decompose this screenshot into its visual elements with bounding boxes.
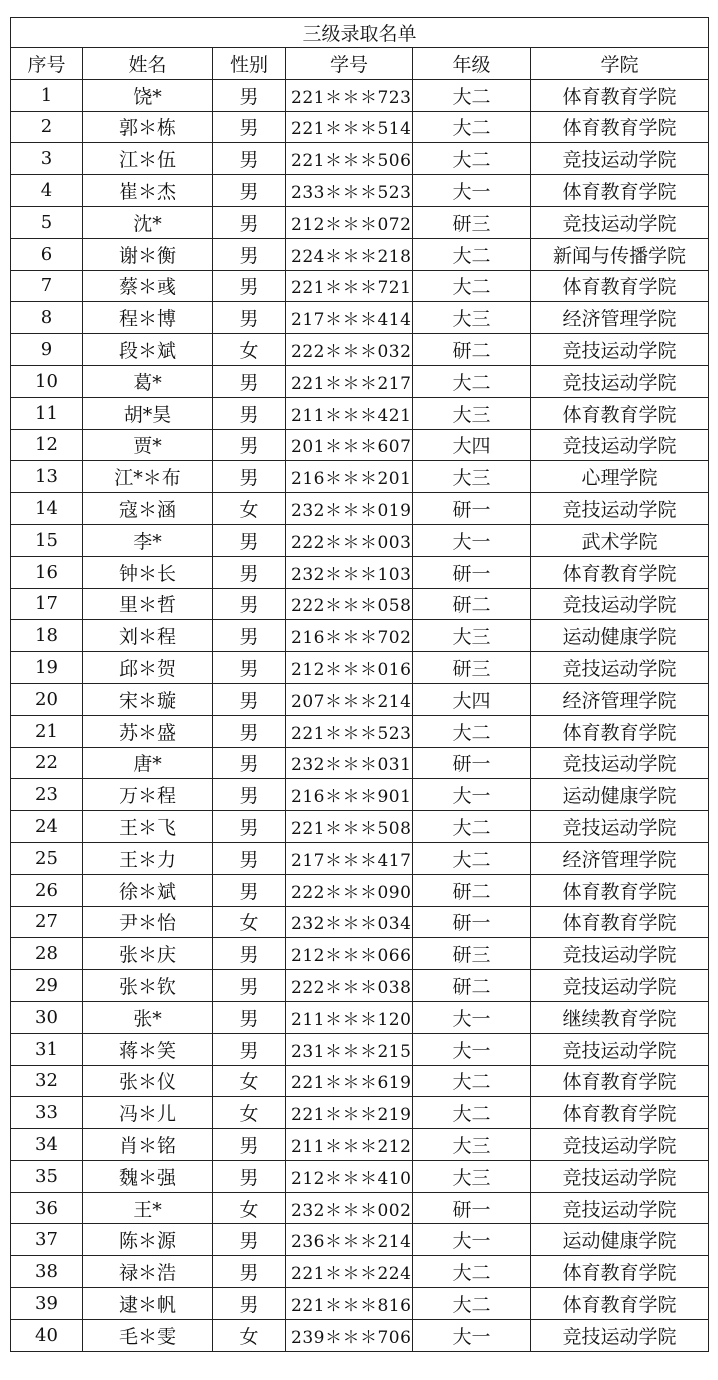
gender: 男: [213, 874, 286, 906]
table-row: [11, 906, 709, 938]
grade: 大二: [413, 1256, 531, 1288]
table-row: [11, 1256, 709, 1288]
student-name: 苏＊盛: [83, 715, 213, 747]
college: 竞技运动学院: [531, 334, 709, 366]
grade: 研一: [413, 747, 531, 779]
student-id: 232＊＊＊019: [286, 493, 413, 525]
table-row: [11, 715, 709, 747]
student-name: 徐＊斌: [83, 874, 213, 906]
table-row: [11, 970, 709, 1002]
student-name: 张＊仪: [83, 1065, 213, 1097]
grade: 研二: [413, 588, 531, 620]
row-index: 33: [11, 1097, 83, 1129]
student-id: 222＊＊＊090: [286, 874, 413, 906]
row-index: 6: [11, 238, 83, 270]
college: 竞技运动学院: [531, 1319, 709, 1351]
college: 体育教育学院: [531, 270, 709, 302]
student-name: 胡*昊: [83, 397, 213, 429]
student-id: 222＊＊＊058: [286, 588, 413, 620]
table-row: [11, 811, 709, 843]
table-row: [11, 1001, 709, 1033]
college: 体育教育学院: [531, 874, 709, 906]
table-row: [11, 270, 709, 302]
row-index: 29: [11, 970, 83, 1002]
table-row: [11, 175, 709, 207]
gender: 男: [213, 206, 286, 238]
row-index: 7: [11, 270, 83, 302]
table-row: [11, 874, 709, 906]
college: 竞技运动学院: [531, 1129, 709, 1161]
college: 经济管理学院: [531, 842, 709, 874]
grade: 大三: [413, 1129, 531, 1161]
student-name: 毛＊雯: [83, 1319, 213, 1351]
row-index: 4: [11, 175, 83, 207]
table-row: [11, 206, 709, 238]
gender: 男: [213, 715, 286, 747]
college: 竞技运动学院: [531, 811, 709, 843]
table-row: [11, 1033, 709, 1065]
grade: 研二: [413, 334, 531, 366]
row-index: 1: [11, 79, 83, 111]
table-row: [11, 683, 709, 715]
gender: 男: [213, 1001, 286, 1033]
gender: 男: [213, 556, 286, 588]
row-index: 26: [11, 874, 83, 906]
student-name: 江＊伍: [83, 143, 213, 175]
table-row: [11, 111, 709, 143]
college: 体育教育学院: [531, 397, 709, 429]
college: 体育教育学院: [531, 1065, 709, 1097]
college: 竞技运动学院: [531, 938, 709, 970]
grade: 大二: [413, 79, 531, 111]
row-index: 23: [11, 779, 83, 811]
row-index: 19: [11, 652, 83, 684]
student-id: 222＊＊＊003: [286, 524, 413, 556]
gender: 女: [213, 1065, 286, 1097]
student-id: 221＊＊＊508: [286, 811, 413, 843]
student-id: 232＊＊＊031: [286, 747, 413, 779]
gender: 男: [213, 1256, 286, 1288]
header-name: 姓名: [83, 48, 213, 80]
college: 体育教育学院: [531, 1288, 709, 1320]
grade: 研三: [413, 938, 531, 970]
table-row: [11, 461, 709, 493]
gender: 男: [213, 747, 286, 779]
row-index: 18: [11, 620, 83, 652]
college: 竞技运动学院: [531, 1160, 709, 1192]
student-name: 寇＊涵: [83, 493, 213, 525]
student-name: 饶*: [83, 79, 213, 111]
student-id: 221＊＊＊619: [286, 1065, 413, 1097]
row-index: 28: [11, 938, 83, 970]
table-row: [11, 1224, 709, 1256]
student-id: 211＊＊＊212: [286, 1129, 413, 1161]
table-row: [11, 79, 709, 111]
table-row: [11, 938, 709, 970]
row-index: 15: [11, 524, 83, 556]
student-id: 233＊＊＊523: [286, 175, 413, 207]
row-index: 38: [11, 1256, 83, 1288]
row-index: 12: [11, 429, 83, 461]
student-name: 沈*: [83, 206, 213, 238]
college: 体育教育学院: [531, 715, 709, 747]
student-id: 232＊＊＊034: [286, 906, 413, 938]
grade: 大二: [413, 1097, 531, 1129]
college: 竞技运动学院: [531, 652, 709, 684]
student-id: 211＊＊＊421: [286, 397, 413, 429]
student-id: 232＊＊＊103: [286, 556, 413, 588]
student-name: 里＊哲: [83, 588, 213, 620]
gender: 男: [213, 175, 286, 207]
student-id: 221＊＊＊224: [286, 1256, 413, 1288]
college: 体育教育学院: [531, 1256, 709, 1288]
table-row: [11, 493, 709, 525]
college: 经济管理学院: [531, 302, 709, 334]
header-row: [11, 48, 709, 80]
college: 竞技运动学院: [531, 206, 709, 238]
row-index: 35: [11, 1160, 83, 1192]
table-row: [11, 620, 709, 652]
student-id: 212＊＊＊066: [286, 938, 413, 970]
table-row: [11, 588, 709, 620]
row-index: 36: [11, 1192, 83, 1224]
grade: 大三: [413, 461, 531, 493]
student-name: 逮＊帆: [83, 1288, 213, 1320]
gender: 男: [213, 620, 286, 652]
row-index: 20: [11, 683, 83, 715]
grade: 大一: [413, 524, 531, 556]
grade: 大三: [413, 620, 531, 652]
table-row: [11, 779, 709, 811]
row-index: 37: [11, 1224, 83, 1256]
college: 竞技运动学院: [531, 365, 709, 397]
row-index: 39: [11, 1288, 83, 1320]
college: 体育教育学院: [531, 556, 709, 588]
grade: 大二: [413, 143, 531, 175]
college: 竞技运动学院: [531, 143, 709, 175]
grade: 研一: [413, 556, 531, 588]
gender: 男: [213, 461, 286, 493]
gender: 男: [213, 111, 286, 143]
gender: 男: [213, 1160, 286, 1192]
grade: 大一: [413, 1033, 531, 1065]
college: 竞技运动学院: [531, 970, 709, 1002]
row-index: 5: [11, 206, 83, 238]
college: 竞技运动学院: [531, 429, 709, 461]
gender: 女: [213, 1319, 286, 1351]
student-name: 王＊力: [83, 842, 213, 874]
student-name: 李*: [83, 524, 213, 556]
grade: 研三: [413, 652, 531, 684]
student-name: 唐*: [83, 747, 213, 779]
student-name: 程＊博: [83, 302, 213, 334]
gender: 男: [213, 652, 286, 684]
student-id: 216＊＊＊702: [286, 620, 413, 652]
row-index: 11: [11, 397, 83, 429]
student-id: 221＊＊＊721: [286, 270, 413, 302]
grade: 大一: [413, 779, 531, 811]
table-row: [11, 302, 709, 334]
row-index: 16: [11, 556, 83, 588]
college: 新闻与传播学院: [531, 238, 709, 270]
student-id: 236＊＊＊214: [286, 1224, 413, 1256]
student-id: 217＊＊＊417: [286, 842, 413, 874]
grade: 大二: [413, 270, 531, 302]
grade: 大二: [413, 842, 531, 874]
grade: 大二: [413, 811, 531, 843]
gender: 男: [213, 397, 286, 429]
student-name: 王＊飞: [83, 811, 213, 843]
row-index: 31: [11, 1033, 83, 1065]
gender: 女: [213, 1097, 286, 1129]
table-row: [11, 429, 709, 461]
row-index: 8: [11, 302, 83, 334]
college: 心理学院: [531, 461, 709, 493]
row-index: 24: [11, 811, 83, 843]
student-name: 段＊斌: [83, 334, 213, 366]
student-name: 张＊钦: [83, 970, 213, 1002]
gender: 男: [213, 302, 286, 334]
student-name: 魏＊强: [83, 1160, 213, 1192]
student-name: 钟＊长: [83, 556, 213, 588]
grade: 研三: [413, 206, 531, 238]
table-row: [11, 842, 709, 874]
row-index: 10: [11, 365, 83, 397]
grade: 大四: [413, 429, 531, 461]
student-name: 陈＊源: [83, 1224, 213, 1256]
student-id: 222＊＊＊038: [286, 970, 413, 1002]
header-student-id: 学号: [286, 48, 413, 80]
grade: 大四: [413, 683, 531, 715]
table-row: [11, 524, 709, 556]
row-index: 34: [11, 1129, 83, 1161]
row-index: 17: [11, 588, 83, 620]
gender: 男: [213, 683, 286, 715]
student-name: 肖＊铭: [83, 1129, 213, 1161]
college: 武术学院: [531, 524, 709, 556]
gender: 男: [213, 1129, 286, 1161]
header-gender: 性别: [213, 48, 286, 80]
student-id: 212＊＊＊410: [286, 1160, 413, 1192]
college: 竞技运动学院: [531, 1192, 709, 1224]
row-index: 2: [11, 111, 83, 143]
college: 体育教育学院: [531, 906, 709, 938]
gender: 男: [213, 270, 286, 302]
grade: 大一: [413, 175, 531, 207]
table-row: [11, 143, 709, 175]
row-index: 14: [11, 493, 83, 525]
college: 体育教育学院: [531, 111, 709, 143]
grade: 研一: [413, 1192, 531, 1224]
gender: 女: [213, 1192, 286, 1224]
college: 继续教育学院: [531, 1001, 709, 1033]
student-name: 谢＊衡: [83, 238, 213, 270]
row-index: 32: [11, 1065, 83, 1097]
student-id: 216＊＊＊901: [286, 779, 413, 811]
gender: 男: [213, 143, 286, 175]
student-name: 葛*: [83, 365, 213, 397]
grade: 研一: [413, 493, 531, 525]
student-id: 212＊＊＊072: [286, 206, 413, 238]
table-row: [11, 1319, 709, 1351]
gender: 男: [213, 524, 286, 556]
gender: 男: [213, 365, 286, 397]
college: 运动健康学院: [531, 620, 709, 652]
student-name: 贾*: [83, 429, 213, 461]
row-index: 27: [11, 906, 83, 938]
student-name: 蔡＊彧: [83, 270, 213, 302]
grade: 大二: [413, 238, 531, 270]
student-id: 222＊＊＊032: [286, 334, 413, 366]
table-row: [11, 652, 709, 684]
student-id: 232＊＊＊002: [286, 1192, 413, 1224]
grade: 研二: [413, 970, 531, 1002]
student-id: 221＊＊＊723: [286, 79, 413, 111]
college: 竞技运动学院: [531, 588, 709, 620]
student-name: 张＊庆: [83, 938, 213, 970]
gender: 男: [213, 842, 286, 874]
grade: 大二: [413, 365, 531, 397]
table-row: [11, 1288, 709, 1320]
student-name: 王*: [83, 1192, 213, 1224]
row-index: 21: [11, 715, 83, 747]
college: 竞技运动学院: [531, 747, 709, 779]
student-name: 江*＊布: [83, 461, 213, 493]
grade: 大二: [413, 715, 531, 747]
student-id: 221＊＊＊506: [286, 143, 413, 175]
student-name: 郭＊栋: [83, 111, 213, 143]
student-id: 221＊＊＊514: [286, 111, 413, 143]
row-index: 3: [11, 143, 83, 175]
student-id: 221＊＊＊217: [286, 365, 413, 397]
student-name: 张*: [83, 1001, 213, 1033]
student-id: 212＊＊＊016: [286, 652, 413, 684]
college: 经济管理学院: [531, 683, 709, 715]
admission-list-table: [10, 17, 709, 1352]
grade: 大二: [413, 1288, 531, 1320]
table-row: [11, 397, 709, 429]
student-id: 207＊＊＊214: [286, 683, 413, 715]
college: 运动健康学院: [531, 779, 709, 811]
college: 体育教育学院: [531, 79, 709, 111]
student-name: 邱＊贺: [83, 652, 213, 684]
row-index: 22: [11, 747, 83, 779]
header-grade: 年级: [413, 48, 531, 80]
student-name: 禄＊浩: [83, 1256, 213, 1288]
grade: 大二: [413, 111, 531, 143]
student-name: 蒋＊笑: [83, 1033, 213, 1065]
table-row: [11, 365, 709, 397]
gender: 男: [213, 429, 286, 461]
gender: 女: [213, 334, 286, 366]
gender: 女: [213, 906, 286, 938]
gender: 男: [213, 588, 286, 620]
student-id: 224＊＊＊218: [286, 238, 413, 270]
table-row: [11, 1065, 709, 1097]
table-row: [11, 1192, 709, 1224]
student-name: 崔＊杰: [83, 175, 213, 207]
student-id: 221＊＊＊219: [286, 1097, 413, 1129]
gender: 男: [213, 1033, 286, 1065]
table-title: 三级录取名单: [11, 18, 709, 48]
grade: 大三: [413, 302, 531, 334]
row-index: 30: [11, 1001, 83, 1033]
table-row: [11, 747, 709, 779]
gender: 男: [213, 779, 286, 811]
grade: 研二: [413, 874, 531, 906]
grade: 大一: [413, 1224, 531, 1256]
row-index: 25: [11, 842, 83, 874]
student-id: 211＊＊＊120: [286, 1001, 413, 1033]
grade: 大二: [413, 1065, 531, 1097]
gender: 男: [213, 811, 286, 843]
student-name: 宋＊璇: [83, 683, 213, 715]
college: 体育教育学院: [531, 1097, 709, 1129]
grade: 研一: [413, 906, 531, 938]
grade: 大一: [413, 1001, 531, 1033]
college: 运动健康学院: [531, 1224, 709, 1256]
gender: 男: [213, 938, 286, 970]
table-row: [11, 238, 709, 270]
student-id: 231＊＊＊215: [286, 1033, 413, 1065]
college: 竞技运动学院: [531, 1033, 709, 1065]
student-id: 239＊＊＊706: [286, 1319, 413, 1351]
table-row: [11, 1129, 709, 1161]
header-college: 学院: [531, 48, 709, 80]
college: 竞技运动学院: [531, 493, 709, 525]
gender: 男: [213, 970, 286, 1002]
grade: 大一: [413, 1319, 531, 1351]
row-index: 13: [11, 461, 83, 493]
student-id: 201＊＊＊607: [286, 429, 413, 461]
header-index: 序号: [11, 48, 83, 80]
college: 体育教育学院: [531, 175, 709, 207]
table-row: [11, 556, 709, 588]
student-name: 尹＊怡: [83, 906, 213, 938]
grade: 大三: [413, 397, 531, 429]
student-name: 万＊程: [83, 779, 213, 811]
gender: 男: [213, 238, 286, 270]
student-id: 217＊＊＊414: [286, 302, 413, 334]
table-row: [11, 334, 709, 366]
student-id: 216＊＊＊201: [286, 461, 413, 493]
row-index: 40: [11, 1319, 83, 1351]
grade: 大三: [413, 1160, 531, 1192]
gender: 男: [213, 79, 286, 111]
table-row: [11, 1160, 709, 1192]
student-name: 冯＊儿: [83, 1097, 213, 1129]
gender: 男: [213, 1224, 286, 1256]
student-id: 221＊＊＊523: [286, 715, 413, 747]
gender: 女: [213, 493, 286, 525]
student-name: 刘＊程: [83, 620, 213, 652]
table-row: [11, 1097, 709, 1129]
row-index: 9: [11, 334, 83, 366]
student-id: 221＊＊＊816: [286, 1288, 413, 1320]
gender: 男: [213, 1288, 286, 1320]
